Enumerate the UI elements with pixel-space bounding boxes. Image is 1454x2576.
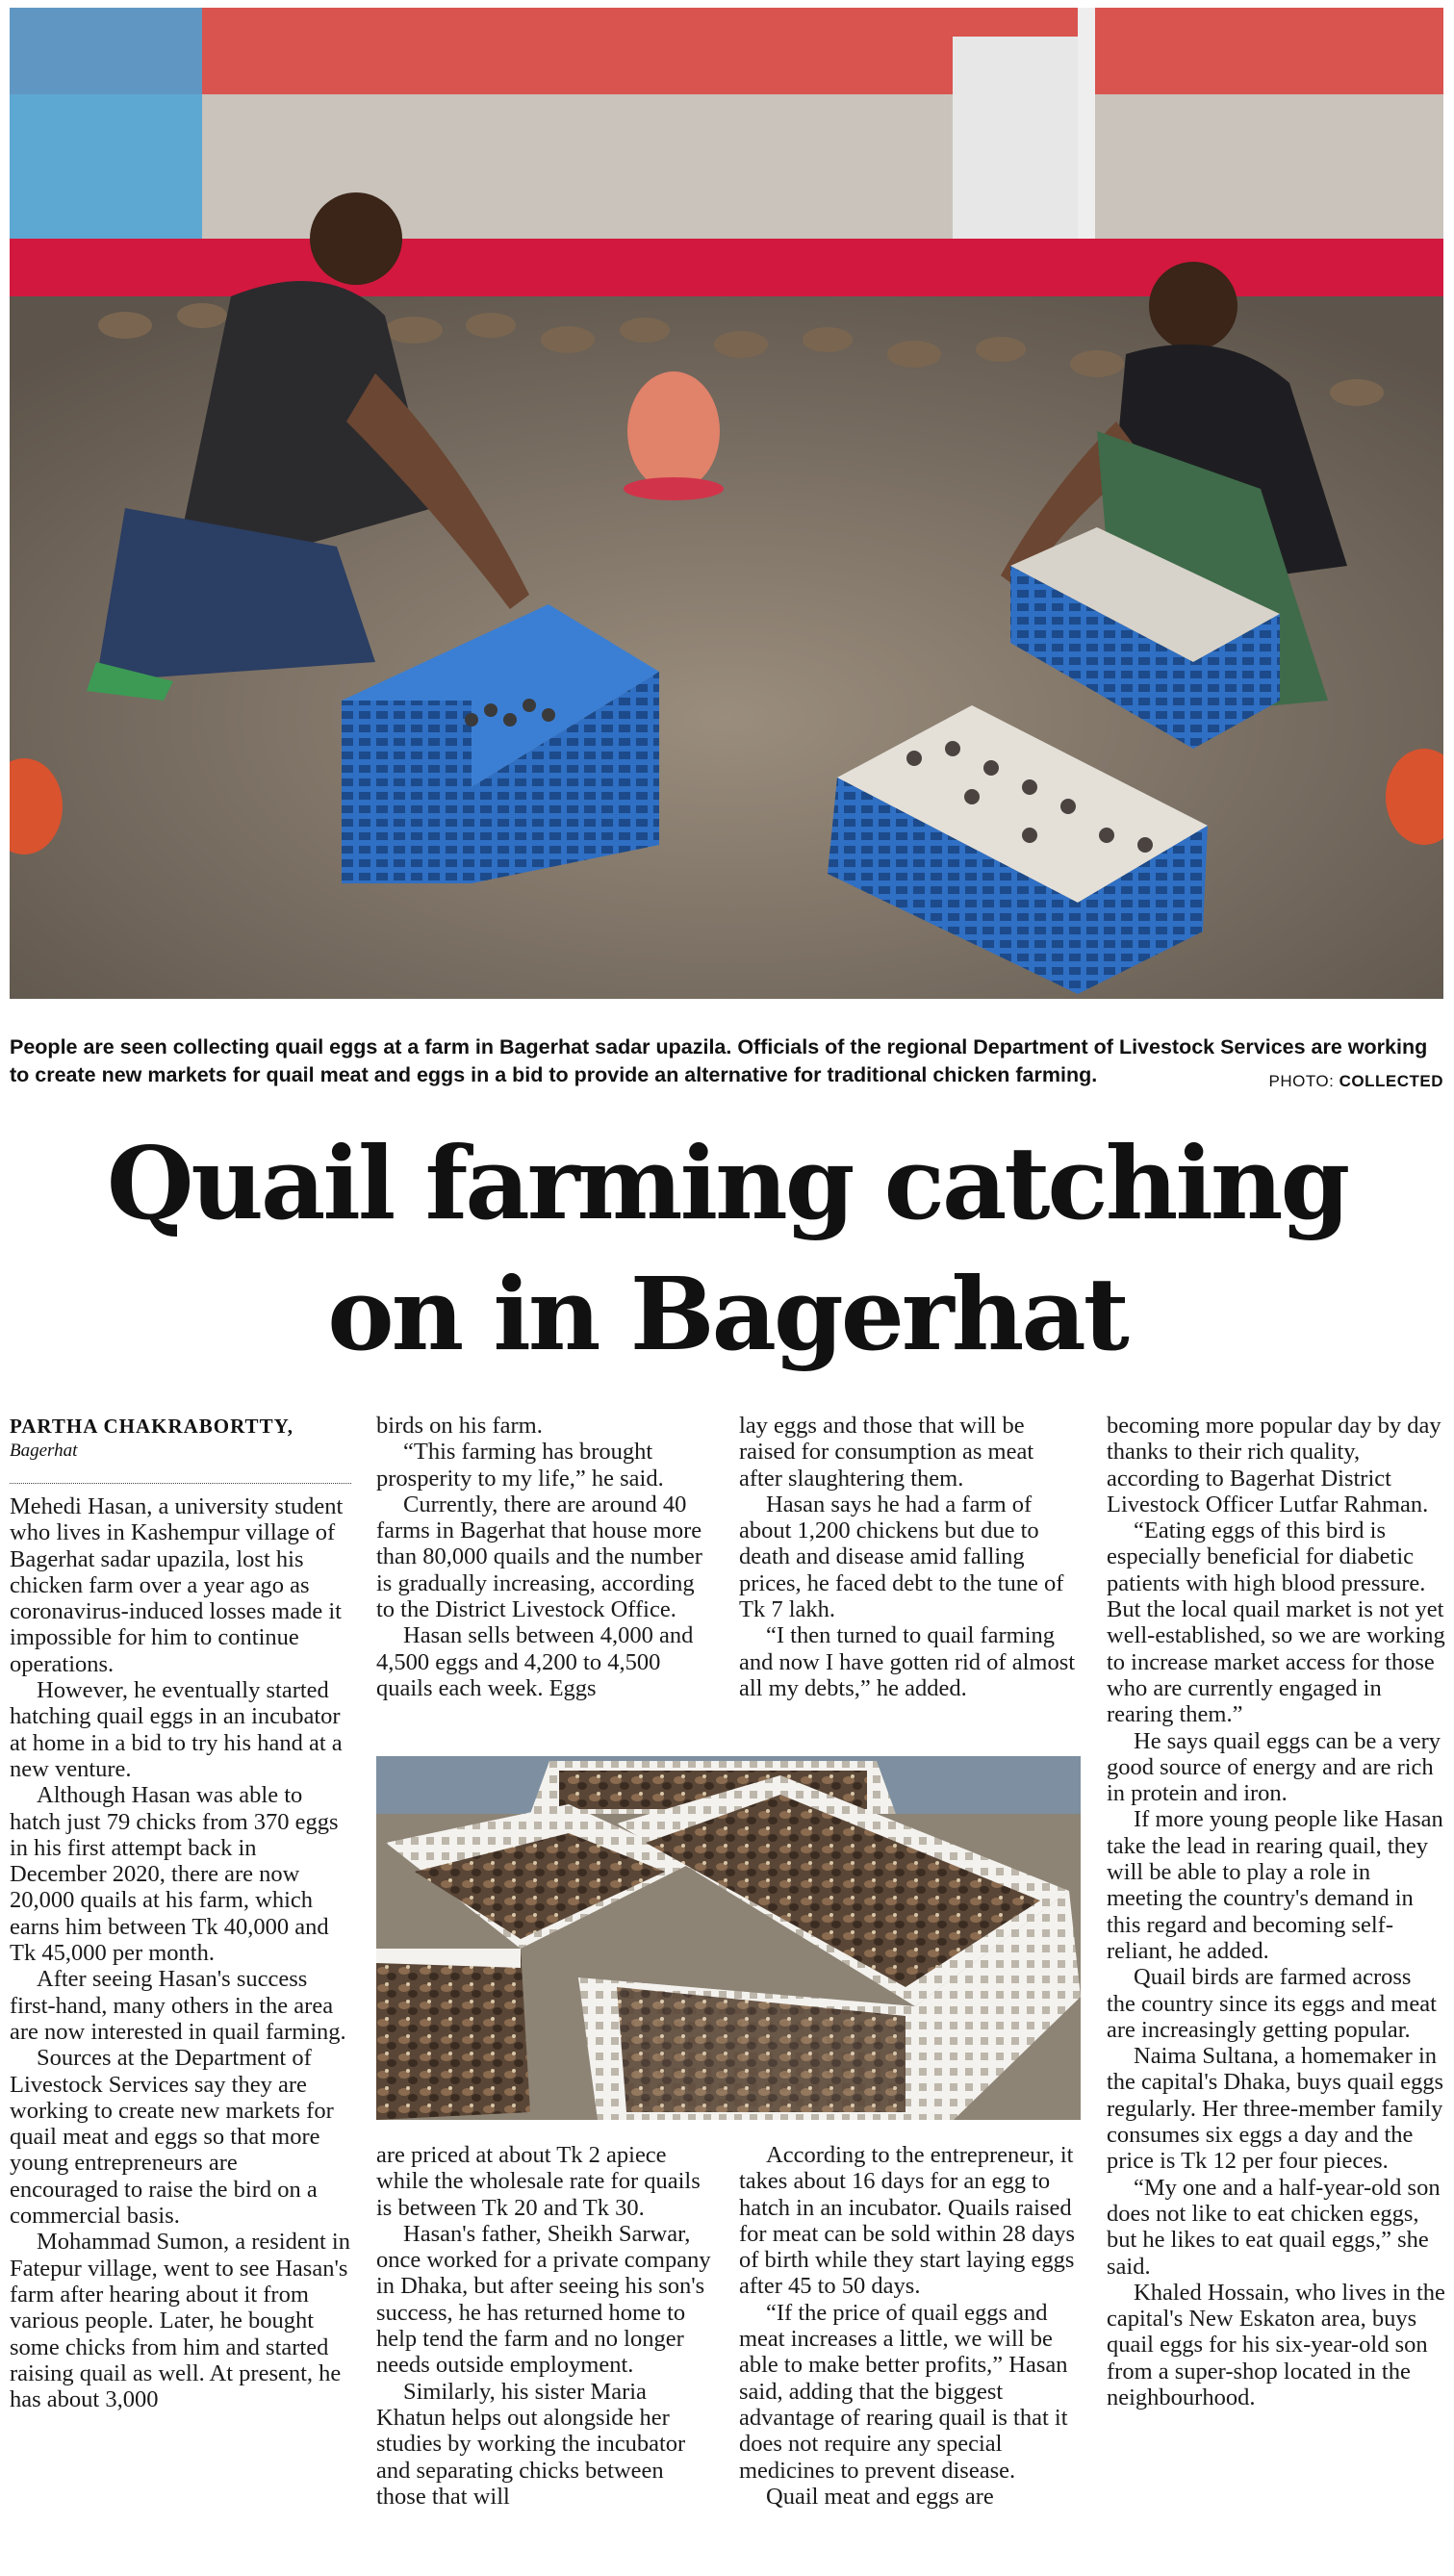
byline — [10, 1413, 351, 1463]
paragraph: Hasan sells between 4,000 and 4,500 eggs and 4,200 to 4,500 quails each week. Eggs — [376, 1622, 694, 1701]
article-column-1 — [10, 1493, 351, 2412]
photo-quail-chicks-crates — [376, 1756, 1081, 2120]
photo-credit-label: PHOTO: — [1268, 1072, 1335, 1090]
paragraph: “If the price of quail eggs and meat increases a little, we will be able to make better profits,” Hasan said, adding that the biggest advantage of rearing quail is that it does not require any special medicines to prevent disease. — [739, 2299, 1068, 2484]
paragraph: Similarly, his sister Maria Khatun helps out alongside her studies by working the incubator and separating chicks between those that will — [376, 2378, 686, 2510]
paragraph: If more young people like Hasan take the lead in rearing quail, they will be able to play a role in meeting the country's demand in this regard and becoming self-reliant, he added. — [1107, 1806, 1443, 1964]
paragraph: “My one and a half-year-old son does not like to eat chicken eggs, but he likes to eat quail eggs,” she said. — [1107, 2174, 1441, 2280]
article-column-4 — [1107, 1413, 1445, 2410]
paragraph: Hasan says he had a farm of about 1,200 chickens but due to death and disease amid falling prices, he faced debt to the tune of Tk 7 lakh. — [739, 1491, 1064, 1623]
article-column-2-bottom — [376, 2142, 718, 2510]
photo-caption — [10, 1033, 1443, 1095]
paragraph: He says quail eggs can be a very good source of energy and are rich in protein and iron. — [1107, 1727, 1441, 1807]
paragraph: are priced at about Tk 2 apiece while the wholesale rate for quails is between Tk 20 and Tk 30. — [376, 2142, 701, 2221]
paragraph: Mehedi Hasan, a university student who lives in Kashempur village of Bagerhat sadar upazila, lost his chicken farm over a year ago as coronavirus-induced losses made it impossible for him to continue operations. — [10, 1493, 344, 1677]
caption-text: People are seen collecting quail eggs at a farm in Bagerhat sadar upazila. Officials of the regional Department of Livestock Services are working to create new markets for quail meat and eggs in a bid to provide an alternative for traditional chicken farming. — [10, 1035, 1428, 1086]
byline-author: PARTHA CHAKRABORTTY, — [10, 1415, 294, 1438]
paragraph: becoming more popular day by day thanks to their rich quality, according to Bagerhat District Livestock Officer Lutfar Rahman. — [1107, 1413, 1441, 1518]
main-photo-quail-farm — [10, 8, 1443, 999]
paragraph: Quail birds are farmed across the country since its eggs and meat are increasingly getting popular. — [1107, 1964, 1437, 2043]
paragraph: “I then turned to quail farming and now I have gotten rid of almost all my debts,” he added. — [739, 1622, 1076, 1701]
paragraph: “This farming has brought prosperity to my life,” he said. — [376, 1439, 664, 1492]
byline-location: Bagerhat — [10, 1441, 78, 1461]
photo-credit-source: COLLECTED — [1339, 1072, 1443, 1090]
paragraph: However, he eventually started hatching quail eggs in an incubator at home in a bid to try his hand at a new venture. — [10, 1677, 343, 1782]
paragraph: Mohammad Sumon, a resident in Fatepur village, went to see Hasan's farm after hearing about it from various people. Later, he bought some chicks from him and started raising quail as well. At present, he has about 3,000 — [10, 2229, 350, 2413]
paragraph: According to the entrepreneur, it takes about 16 days for an egg to hatch in an incubator. Quails raised for meat can be sold within 28 days of birth while they start laying eggs after 45 to 50 days. — [739, 2142, 1076, 2300]
headline — [0, 1118, 1454, 1380]
paragraph: “Eating eggs of this bird is especially beneficial for diabetic patients with high blood pressure. But the local quail market is not yet well-established, so we are working to increase market access for those who are currently engaged in rearing them.” — [1107, 1518, 1445, 1728]
paragraph: lay eggs and those that will be raised for consumption as meat after slaughtering them. — [739, 1413, 1034, 1492]
headline-line-1: Quail farming catching — [106, 1124, 1348, 1242]
byline-divider — [10, 1483, 351, 1484]
article-column-2-top — [376, 1413, 718, 1701]
paragraph: birds on his farm. — [376, 1413, 543, 1439]
paragraph: Naima Sultana, a homemaker in the capital's Dhaka, buys quail eggs regularly. Her three-member family consumes six eggs a day and the price is Tk 12 per four pieces. — [1107, 2043, 1444, 2175]
paragraph: After seeing Hasan's success first-hand, many others in the area are now interested in quail farming. — [10, 1966, 346, 2045]
paragraph: Khaled Hossain, who lives in the capital's New Eskaton area, buys quail eggs for his six-year-old son from a super-shop located in the neighbourhood. — [1107, 2279, 1445, 2410]
paragraph: Although Hasan was able to hatch just 79 chicks from 370 eggs in his first attempt back in December 2020, there are now 20,000 quails at his farm, which earns him between Tk 40,000 and Tk 45,000 per month. — [10, 1782, 339, 1967]
article-column-3-top — [739, 1413, 1081, 1701]
paragraph: Sources at the Department of Livestock Services say they are working to create new markets for quail meat and eggs so that more young entrepreneurs are encouraged to raise the bird on a commercial basis. — [10, 2045, 334, 2230]
headline-line-2: on in Bagerhat — [327, 1255, 1127, 1373]
article-column-3-bottom — [739, 2142, 1081, 2510]
paragraph: Quail meat and eggs are — [766, 2483, 994, 2510]
paragraph: Currently, there are around 40 farms in Bagerhat that house more than 80,000 quails and the number is gradually increasing, according to the District Livestock Office. — [376, 1491, 702, 1623]
paragraph: Hasan's father, Sheikh Sarwar, once worked for a private company in Dhaka, but after seeing his son's success, he has returned home to help tend the farm and no longer needs outside employment. — [376, 2220, 711, 2379]
photo-credit — [1269, 1067, 1444, 1095]
